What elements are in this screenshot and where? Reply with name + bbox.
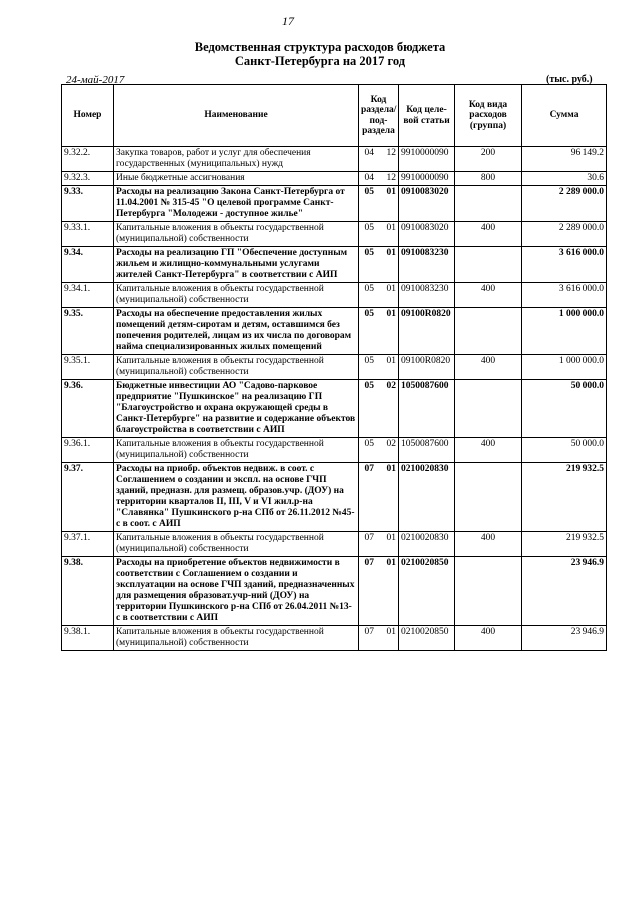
cell-type: 800 (455, 172, 522, 186)
cell-sum: 2 289 000.0 (522, 222, 607, 247)
cell-sec: 05 (359, 222, 378, 247)
cell-sub: 12 (378, 172, 399, 186)
cell-type: 400 (455, 222, 522, 247)
cell-sec: 05 (359, 438, 378, 463)
cell-sub: 01 (378, 626, 399, 651)
cell-name: Расходы на обеспечение предоставления жилых помещений детям-сиротам и детям, оставшимся без попечения родителей, лицам из их числа по договорам найма специализированных жилых помещений (114, 308, 359, 355)
cell-name: Бюджетные инвестиции АО "Садово-парковое предприятие "Пушкинское" на реализацию ГП "Благоустройство и охрана окружающей среды в Санкт-Петербурге" на развитие и содержание объектов благоустройства в соответствии с АИП (114, 380, 359, 438)
table-row (62, 186, 607, 222)
cell-type: 400 (455, 355, 522, 380)
cell-sub: 01 (378, 247, 399, 283)
cell-sec: 04 (359, 172, 378, 186)
title-line-2: Санкт-Петербурга на 2017 год (234, 54, 406, 68)
table-row (62, 463, 607, 532)
cell-name: Капитальные вложения в объекты государственной (муниципальной) собственности (114, 222, 359, 247)
table-row (62, 222, 607, 247)
cell-target: 0910083230 (399, 283, 455, 308)
cell-target: 9910000090 (399, 147, 455, 172)
cell-name: Расходы на приобр. объектов недвиж. в соот. с Соглашением о создании и экспл. на основе ГЧП зданий, предназн. для размещ. образов.учр. (ДОУ) на территории кварталов II, III, V и VI жил.р-на "Славянка" Пушкинского р-на СПб от 26.11.2012 №45-с в соот. с АИП (114, 463, 359, 532)
table-row (62, 308, 607, 355)
cell-sum: 50 000.0 (522, 438, 607, 463)
table-row (62, 557, 607, 626)
cell-sum: 219 932.5 (522, 532, 607, 557)
cell-num: 9.37.1. (62, 532, 114, 557)
cell-sub: 01 (378, 308, 399, 355)
cell-num: 9.35. (62, 308, 114, 355)
cell-type: 400 (455, 283, 522, 308)
cell-target: 0210020830 (399, 532, 455, 557)
table-row (62, 147, 607, 172)
cell-sub: 01 (378, 283, 399, 308)
cell-sec: 07 (359, 463, 378, 532)
cell-sub: 12 (378, 147, 399, 172)
cell-num: 9.35.1. (62, 355, 114, 380)
cell-name: Расходы на реализацию Закона Санкт-Петербурга от 11.04.2001 № 315-45 "О целевой программе Санкт-Петербурга "Молодежи - доступное жилье" (114, 186, 359, 222)
cell-num: 9.38. (62, 557, 114, 626)
table-row (62, 380, 607, 438)
document-title (0, 40, 640, 68)
table-row (62, 172, 607, 186)
cell-sub: 01 (378, 186, 399, 222)
table-row (62, 626, 607, 651)
cell-sum: 96 149.2 (522, 147, 607, 172)
cell-sub: 02 (378, 438, 399, 463)
cell-num: 9.32.3. (62, 172, 114, 186)
cell-sec: 04 (359, 147, 378, 172)
budget-table (61, 84, 607, 651)
title-line-1: Ведомственная структура расходов бюджета (194, 40, 446, 54)
cell-type (455, 463, 522, 532)
cell-type: 200 (455, 147, 522, 172)
cell-num: 9.36.1. (62, 438, 114, 463)
cell-name: Расходы на приобретение объектов недвижимости в соответствии с Соглашением о создании и эксплуатации на основе ГЧП зданий, предназначенных для размещения образоват.учр-ний (ДОУ) на территории Пушкинского р-на СПб от 26.04.2011 №13-с в соответствии с АИП (114, 557, 359, 626)
cell-type: 400 (455, 626, 522, 651)
cell-sec: 05 (359, 355, 378, 380)
cell-target: 0910083230 (399, 247, 455, 283)
cell-sub: 01 (378, 222, 399, 247)
cell-num: 9.38.1. (62, 626, 114, 651)
cell-target: 0210020830 (399, 463, 455, 532)
cell-sub: 02 (378, 380, 399, 438)
cell-num: 9.34.1. (62, 283, 114, 308)
cell-num: 9.36. (62, 380, 114, 438)
header-sum: Сумма (522, 85, 607, 147)
cell-sec: 07 (359, 532, 378, 557)
cell-sub: 01 (378, 463, 399, 532)
cell-type: 400 (455, 532, 522, 557)
cell-name: Иные бюджетные ассигнования (114, 172, 359, 186)
cell-type (455, 308, 522, 355)
cell-num: 9.33. (62, 186, 114, 222)
header-number: Номер (62, 85, 114, 147)
cell-sum: 3 616 000.0 (522, 247, 607, 283)
cell-sum: 219 932.5 (522, 463, 607, 532)
header-expense-type: Код вида расходов (группа) (455, 85, 522, 147)
cell-sum: 23 946.9 (522, 626, 607, 651)
cell-sum: 2 289 000.0 (522, 186, 607, 222)
cell-sec: 07 (359, 626, 378, 651)
cell-sum: 1 000 000.0 (522, 355, 607, 380)
document-date: 24-май-2017 (66, 74, 125, 86)
cell-num: 9.37. (62, 463, 114, 532)
cell-target: 0910083020 (399, 186, 455, 222)
table-header-row (62, 85, 607, 147)
cell-target: 09100R0820 (399, 355, 455, 380)
cell-target: 1050087600 (399, 438, 455, 463)
table-row (62, 247, 607, 283)
cell-name: Капитальные вложения в объекты государственной (муниципальной) собственности (114, 532, 359, 557)
cell-sum: 50 000.0 (522, 380, 607, 438)
header-name: Наименование (114, 85, 359, 147)
cell-target: 0210020850 (399, 557, 455, 626)
cell-type (455, 380, 522, 438)
cell-sum: 1 000 000.0 (522, 308, 607, 355)
cell-target: 09100R0820 (399, 308, 455, 355)
cell-type (455, 557, 522, 626)
cell-target: 1050087600 (399, 380, 455, 438)
table-row (62, 355, 607, 380)
cell-num: 9.32.2. (62, 147, 114, 172)
header-section: Код раздела/ под-раздела (359, 85, 399, 147)
cell-type: 400 (455, 438, 522, 463)
table-row (62, 283, 607, 308)
cell-sub: 01 (378, 557, 399, 626)
cell-num: 9.33.1. (62, 222, 114, 247)
cell-name: Капитальные вложения в объекты государственной (муниципальной) собственности (114, 283, 359, 308)
page-number: 17 (282, 14, 294, 28)
cell-name: Капитальные вложения в объекты государственной (муниципальной) собственности (114, 626, 359, 651)
cell-sub: 01 (378, 355, 399, 380)
cell-name: Капитальные вложения в объекты государственной (муниципальной) собственности (114, 355, 359, 380)
cell-sec: 05 (359, 380, 378, 438)
cell-name: Закупка товаров, работ и услуг для обеспечения государственных (муниципальных) нужд (114, 147, 359, 172)
cell-target: 0910083020 (399, 222, 455, 247)
cell-type (455, 247, 522, 283)
cell-name: Капитальные вложения в объекты государственной (муниципальной) собственности (114, 438, 359, 463)
table-row (62, 438, 607, 463)
cell-sum: 30.6 (522, 172, 607, 186)
cell-target: 9910000090 (399, 172, 455, 186)
cell-name: Расходы на реализацию ГП "Обеспечение доступным жильем и жилищно-коммунальными услугами жителей Санкт-Петербурга" в соответствии с АИП (114, 247, 359, 283)
cell-sum: 3 616 000.0 (522, 283, 607, 308)
cell-sec: 05 (359, 308, 378, 355)
header-target: Код целе-вой статьи (399, 85, 455, 147)
cell-sum: 23 946.9 (522, 557, 607, 626)
cell-sec: 07 (359, 557, 378, 626)
cell-sec: 05 (359, 186, 378, 222)
table-row (62, 532, 607, 557)
cell-num: 9.34. (62, 247, 114, 283)
cell-sec: 05 (359, 247, 378, 283)
cell-sub: 01 (378, 532, 399, 557)
cell-type (455, 186, 522, 222)
cell-sec: 05 (359, 283, 378, 308)
units-label: (тыс. руб.) (546, 74, 593, 85)
cell-target: 0210020850 (399, 626, 455, 651)
